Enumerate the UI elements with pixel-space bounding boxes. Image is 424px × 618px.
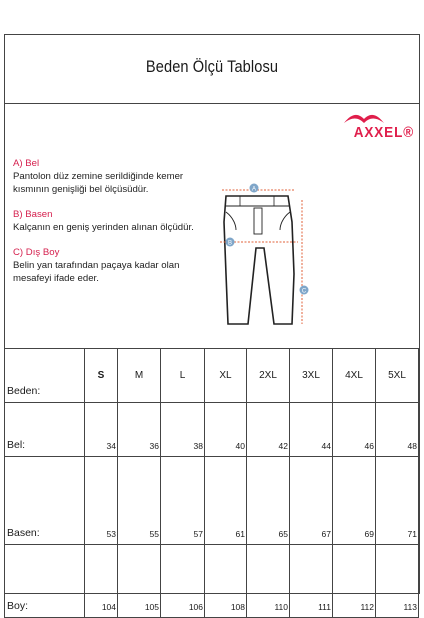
value-cell: 110 (247, 545, 290, 618)
marker-a-label: A (251, 186, 257, 193)
table-row-bel (5, 403, 419, 457)
value-cell: 57 (161, 457, 205, 545)
measure-text: Belin yan tarafından paçaya kadar olan mesafeyi ifade eder. (13, 260, 180, 284)
row-label: Bel: (5, 403, 85, 457)
value-cell: 48 (376, 403, 419, 457)
value-cell: 67 (290, 457, 333, 545)
page-title: Beden Ölçü Tablosu (145, 57, 279, 76)
value-cell: 113 (376, 545, 419, 618)
value-cell: 105 (118, 545, 161, 618)
value-cell: 46 (333, 403, 376, 457)
value-cell: 61 (205, 457, 247, 545)
measure-dis-boy (13, 246, 213, 285)
brand-logo (314, 111, 414, 147)
value-cell: 71 (376, 457, 419, 545)
value-cell: 111 (290, 545, 333, 618)
header-label: Beden: (5, 349, 85, 403)
value-cell: 42 (247, 403, 290, 457)
brand-name: AXXEL® (353, 124, 414, 141)
table-row-basen (5, 457, 419, 545)
size-cell: 4XL (333, 349, 376, 403)
marker-c-label: C (301, 288, 307, 295)
trousers-diagram (212, 178, 320, 330)
measure-text: Pantolon düz zemine serildiğinde kemer kısmının genişliği bel ölçüsüdür. (13, 171, 184, 195)
value-cell: 34 (85, 403, 118, 457)
value-cell: 112 (333, 545, 376, 618)
size-cell: 2XL (247, 349, 290, 403)
value-cell: 36 (118, 403, 161, 457)
size-table (4, 348, 419, 618)
value-cell: 69 (333, 457, 376, 545)
size-cell: 5XL (376, 349, 419, 403)
measure-instructions (13, 157, 213, 297)
size-cell: S (85, 349, 118, 403)
table-row-boy (5, 545, 419, 618)
size-header-row (5, 349, 419, 403)
row-label: Basen: (5, 457, 85, 545)
size-cell: 3XL (290, 349, 333, 403)
measure-basen (13, 208, 213, 234)
value-cell: 40 (205, 403, 247, 457)
measure-heading: A) Bel (13, 158, 40, 169)
value-cell: 38 (161, 403, 205, 457)
measure-bel (13, 157, 213, 196)
value-cell: 55 (118, 457, 161, 545)
row-label: Boy: (5, 545, 85, 618)
measure-text: Kalçanın en geniş yerinden alınan ölçüdür. (13, 222, 194, 233)
title-band (5, 35, 419, 104)
value-cell: 106 (161, 545, 205, 618)
value-cell: 65 (247, 457, 290, 545)
marker-b-label: B (227, 240, 233, 247)
value-cell: 44 (290, 403, 333, 457)
size-cell: M (118, 349, 161, 403)
size-cell: L (161, 349, 205, 403)
trousers-outline (224, 196, 294, 324)
size-cell: XL (205, 349, 247, 403)
measure-heading: C) Dış Boy (13, 247, 60, 258)
brand-swoosh-icon (342, 111, 386, 125)
value-cell: 53 (85, 457, 118, 545)
measure-heading: B) Basen (13, 209, 53, 220)
value-cell: 104 (85, 545, 118, 618)
value-cell: 108 (205, 545, 247, 618)
